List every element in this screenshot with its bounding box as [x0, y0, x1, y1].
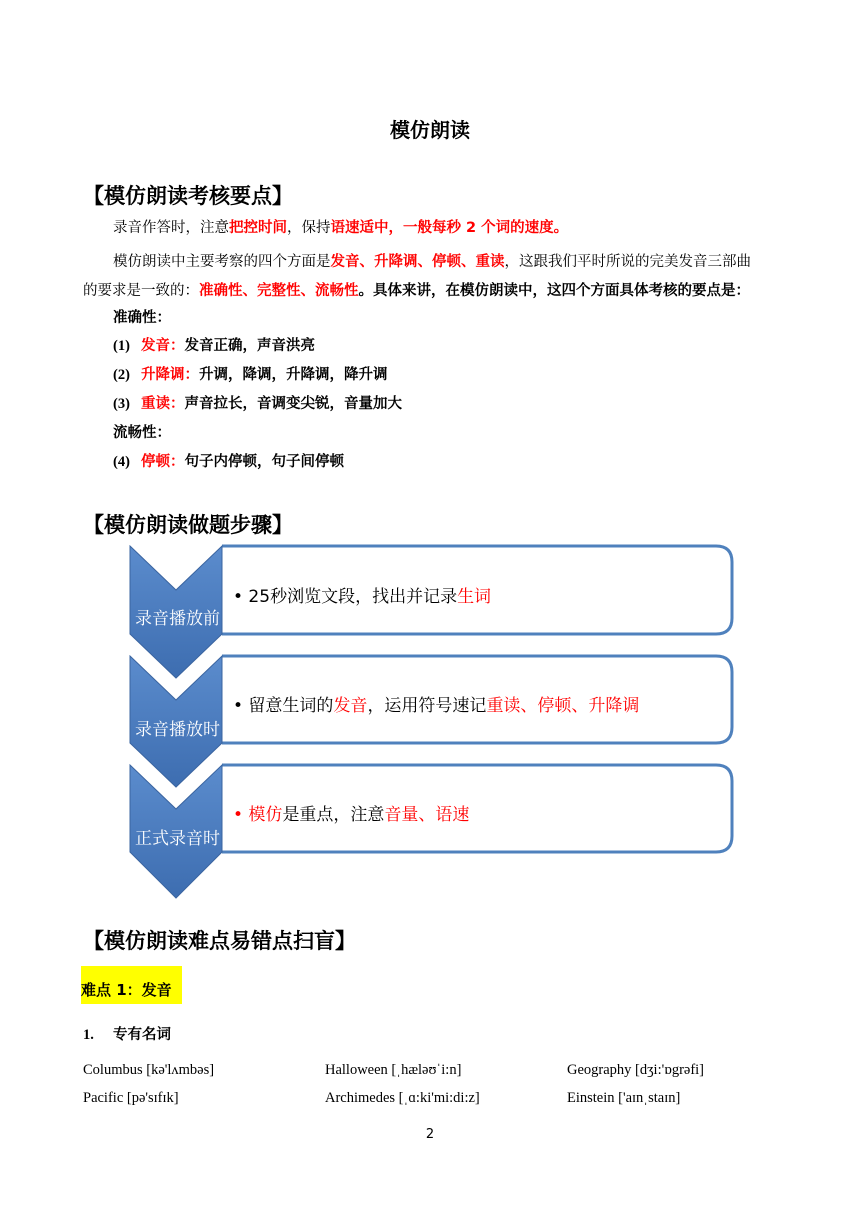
- p2-text-a: 模仿朗读中主要考察的四个方面是: [113, 254, 331, 270]
- fluency-label: 流畅性：: [113, 425, 171, 441]
- p1-text-d: 语速适中，一般每秒 2 个词的速度。: [330, 220, 569, 236]
- step-text-c: ，运用符号速记: [367, 696, 487, 716]
- sub-heading-title: 专有名词: [113, 1027, 171, 1043]
- accuracy-label: 准确性：: [113, 310, 171, 326]
- section-heading-difficulties: 【模仿朗读难点易错点扫盲】: [83, 929, 356, 953]
- p1-text-a: 录音作答时，注意: [113, 220, 229, 236]
- p1-text-b: 把控时间: [229, 220, 287, 236]
- step-text-b: 发音: [333, 696, 368, 716]
- word-entry: Geography [dʒi:'ɒgrəfi]: [567, 1062, 705, 1078]
- item-desc: 句子内停顿，句子间停顿: [184, 454, 344, 470]
- p2-text-b: 发音、升降调、停顿、重读: [330, 254, 505, 270]
- word-entry: Einstein ['aɪnˌstaɪn]: [567, 1090, 681, 1106]
- difficulty-label: 难点 1：发音: [81, 966, 182, 1004]
- step-text-a: • 25秒浏览文段，找出并记录: [233, 587, 458, 607]
- word-entry: Pacific [pə'sɪfɪk]: [83, 1090, 179, 1106]
- p2-text-d: 的要求是一致的：: [83, 283, 199, 299]
- item-desc: 升调，降调，升降调，降升调: [199, 367, 388, 383]
- item-number: (1): [113, 338, 130, 354]
- p2-text-c: ，这跟我们平时所说的完美发音三部曲: [504, 254, 751, 270]
- step-text-a: • 留意生词的: [233, 696, 334, 716]
- word-entry: Halloween [ˌhæləʊˈi:n]: [325, 1062, 462, 1078]
- step-text: [233, 800, 469, 825]
- page-number: 2: [425, 1127, 435, 1142]
- step-label: 录音播放时: [135, 720, 220, 740]
- sub-heading-number: 1.: [83, 1027, 94, 1043]
- step-text: [233, 691, 639, 716]
- step-text-b: • 模仿: [233, 805, 283, 825]
- p1-text-c: ，保持: [287, 220, 331, 236]
- word-entry: Columbus [kə'lʌmbəs]: [83, 1062, 215, 1078]
- step-text-c: 是重点，注意: [282, 805, 385, 825]
- item-key: 升降调：: [141, 367, 199, 383]
- item-key: 发音：: [141, 338, 185, 354]
- step-label: 录音播放前: [135, 609, 220, 629]
- item-key: 重读：: [141, 396, 185, 412]
- page-title: 模仿朗读: [390, 118, 470, 142]
- item-number: (2): [113, 367, 130, 383]
- section-heading-key-points: 【模仿朗读考核要点】: [83, 184, 293, 208]
- item-number: (3): [113, 396, 130, 412]
- item-key: 停顿：: [141, 454, 185, 470]
- p2-text-e: 准确性、完整性、流畅性: [199, 283, 359, 299]
- step-text-d: 重读、停顿、升降调: [486, 696, 640, 716]
- sub-heading: [83, 1023, 171, 1044]
- step-text-b: 生词: [457, 587, 492, 607]
- item-desc: 声音拉长，音调变尖锐，音量加大: [184, 396, 402, 412]
- step-text: [233, 582, 491, 607]
- step-label: 正式录音时: [135, 829, 220, 849]
- item-desc: 发音正确，声音洪亮: [184, 338, 315, 354]
- word-entry: Archimedes [ˌɑ:ki'mi:di:z]: [325, 1090, 480, 1106]
- p2-text-f: 。具体来讲，在模仿朗读中，这四个方面具体考核的要点是：: [358, 283, 750, 299]
- item-number: (4): [113, 454, 130, 470]
- step-text-d: 音量、语速: [384, 805, 470, 825]
- section-heading-steps: 【模仿朗读做题步骤】: [83, 513, 293, 537]
